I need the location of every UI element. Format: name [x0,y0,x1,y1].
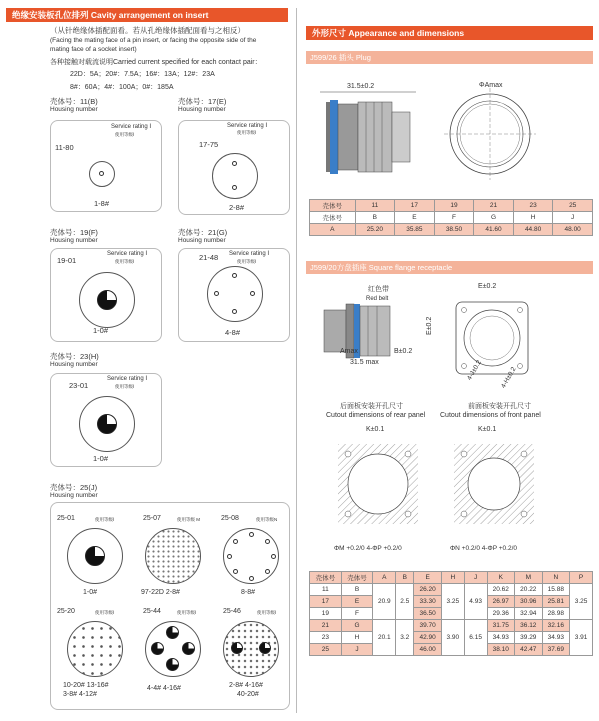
housing-label-23: 壳体号：23(H) Housing number [50,352,99,369]
insert-code: 23-01 [69,381,89,390]
cell: J [341,644,373,656]
cell: M [515,572,543,584]
current-line-1: 22D：5A；20#：7.5A；16#：13A；12#：23A [70,71,215,78]
cell: 17 [310,596,342,608]
cell: 壳体号 [310,212,356,224]
contact-dot [271,554,276,559]
housing-box-21 [178,248,290,342]
cell: F [341,608,373,620]
contact-dot [99,171,104,176]
cell: 11 [355,200,395,212]
cell: 21 [310,620,342,632]
rear-bottom-dim: ΦM +0.2/0 4-ΦP +0.2/0 [334,545,402,552]
contact-8-icon [259,642,271,654]
rear-cn: 后面板安装开孔尺寸 [340,403,403,410]
contact-count-2: 40-20# [237,691,259,698]
left-header: 绝缘安装板孔位排列 Cavity arrangement on insert [6,8,288,22]
contact-dot [249,532,254,537]
rating-cn: 使用等级Ⅰ [177,610,197,615]
cell: E [414,572,442,584]
cell: 26.97 [487,596,515,608]
insert-code: 25-44 [143,608,161,615]
rating-cn: 使用等级 M [177,517,200,522]
cell: 38.10 [487,644,515,656]
cell: 11 [310,584,342,596]
cell: 32.94 [515,608,543,620]
insert-circle [223,528,279,584]
cell: P [570,572,593,584]
contact-dot [265,569,270,574]
rating-cn: 使用等级Ⅰ [95,517,115,522]
cell: 44.80 [513,224,553,236]
rating-label: Service rating Ⅰ [227,123,268,129]
cell: 4.93 [464,584,487,620]
cell: 34.93 [542,632,570,644]
plug-length-dim: 31.5±0.2 [347,83,375,90]
column-divider [296,8,297,713]
cell: 3.2 [396,620,414,656]
contact-count: 8-8# [241,589,256,596]
note-en-2: mating face of a socket insert) [50,46,137,53]
cell: 3.91 [570,620,593,656]
cell: 25 [310,644,342,656]
cell: 17 [395,200,435,212]
cell: 34.93 [487,632,515,644]
contact-count: 1-0# [93,454,109,463]
insert-code: 25-08 [221,515,239,522]
cell: J [464,572,487,584]
contact-count: 2-8# [229,203,245,212]
insert-code: 25-07 [143,515,161,522]
cell: 46.00 [414,644,442,656]
insert-code: 21-48 [199,253,219,262]
cell: H [341,632,373,644]
contact-0-icon [97,414,117,434]
length-dim: 31.5 max [350,359,379,366]
cell: G [474,212,514,224]
contact-dot [214,291,219,296]
contact-count: 1-0# [83,589,98,596]
rating-cn: 使用等级Ⅰ [115,384,135,389]
rear-k-dim: K±0.1 [366,426,385,433]
rear-cutout-drawing [328,440,428,540]
rating-cn: 使用等级Ⅰ [257,610,277,615]
insert-code: 25-20 [57,608,75,615]
front-bottom-dim: ΦN +0.2/0 4-ΦP +0.2/0 [450,545,517,552]
insert-circle [145,621,201,677]
contact-dot [250,291,255,296]
housing-label-17: 壳体号：17(E) Housing number [178,97,227,114]
rating-cn: 使用等级Ⅰ [95,610,115,615]
cell: 42.90 [414,632,442,644]
cell: 41.60 [474,224,514,236]
cell: 42.47 [515,644,543,656]
receptacle-front-drawing [452,298,532,378]
cell: 33.30 [414,596,442,608]
cell: 48.00 [553,224,593,236]
front-en: Cutout dimensions of front panel [440,412,541,419]
insert-circle [89,161,115,187]
insert-circle [212,153,258,199]
housing-label-19: 壳体号：19(F) Housing number [50,228,98,245]
cell: 19 [434,200,474,212]
cell: 29.36 [487,608,515,620]
red-belt-en: Red belt [366,296,389,302]
contact-count: 10-20# 13-16# [63,682,109,689]
cell: 2.5 [396,584,414,620]
cell: 20.9 [373,584,396,620]
contact-dot [249,576,254,581]
cell: A [373,572,396,584]
cell: G [341,620,373,632]
housing-box-25 [50,502,290,710]
current-line-2: 8#：60A；4#：100A；0#：185A [70,84,174,91]
cell: 25 [553,200,593,212]
front-cn: 前面板安装开孔尺寸 [468,403,531,410]
cell: 19 [310,608,342,620]
contact-4-icon [182,642,195,655]
cell: B [355,212,395,224]
contact-0-icon [97,290,117,310]
plug-side-drawing [318,80,428,190]
contact-count: 2-8# 4-16# [229,682,263,689]
cell: 20.62 [487,584,515,596]
insert-code: 19-01 [57,256,77,265]
cell: 21 [474,200,514,212]
e-top-dim: E±0.2 [478,283,497,290]
contact-dot [232,161,237,166]
housing-label-25: 壳体号：25(J) Housing number [50,483,98,500]
plug-front-drawing [440,82,540,182]
housing-box-11 [50,120,162,212]
amax-dim: Amax [340,348,358,355]
note-cn: （从针绝缘体插配面看。若从孔绝缘体插配面看与之相反） [50,26,245,35]
contact-dot [233,569,238,574]
cell: 23 [513,200,553,212]
insert-circle [67,621,123,677]
cell: J [553,212,593,224]
cell: 31.75 [487,620,515,632]
rear-en: Cutout dimensions of rear panel [326,412,426,419]
contact-dot [232,273,237,278]
cell: 25.20 [355,224,395,236]
cell: 6.15 [464,620,487,656]
note-en-1: (Facing the mating face of a pin insert, or facing the opposite side of the [50,37,257,44]
contact-dot [232,185,237,190]
cell: B [396,572,414,584]
rating-label: Service rating Ⅰ [229,251,270,257]
j-dim: 4-J±0.2 [466,359,483,382]
cell: 39.70 [414,620,442,632]
rating-cn: 使用等级Ⅰ [115,132,135,137]
contact-count: 4-8# [225,328,241,337]
insert-circle [223,621,279,677]
contact-count: 1-8# [94,199,110,208]
rating-label: Service rating Ⅰ [107,376,148,382]
e-side-dim: E±0.2 [426,316,433,335]
rating-cn: 使用等级Ⅰ [237,130,257,135]
cell: 25.81 [542,596,570,608]
cell: H [441,572,464,584]
front-cutout-drawing [444,440,544,540]
plug-table [309,199,593,236]
cell: 20.22 [515,584,543,596]
cell: F [434,212,474,224]
rating-cn: 使用等级N [256,517,278,522]
b-dim: B±0.2 [394,348,413,355]
contact-count-2: 3-8# 4-12# [63,691,97,698]
insert-circle [207,266,263,322]
cell: 32.16 [542,620,570,632]
dimension-table [309,571,593,656]
cell: 30.96 [515,596,543,608]
cell: B [341,584,373,596]
contact-4-icon [151,642,164,655]
cell: 3.90 [441,620,464,656]
cell: E [341,596,373,608]
housing-label-11: 壳体号：11(B) Housing number [50,97,98,114]
red-belt-cn: 红色带 [368,286,389,293]
contact-4-icon [166,626,179,639]
cell: N [542,572,570,584]
housing-box-17 [178,120,290,215]
cell: E [395,212,435,224]
insert-code: 11-80 [55,143,74,152]
contact-dot [233,539,238,544]
insert-circle [79,396,135,452]
cell: 28.98 [542,608,570,620]
contact-count: 97-22D 2-8# [141,589,180,596]
cell: 39.29 [515,632,543,644]
housing-box-23 [50,373,162,467]
contact-4-icon [166,658,179,671]
contact-dot [227,554,232,559]
cell: 36.50 [414,608,442,620]
insert-circle-dense [145,528,201,584]
contact-dot [265,539,270,544]
cell: 壳体号 [341,572,373,584]
insert-circle [79,272,135,328]
insert-code: 25-01 [57,515,75,522]
cell: 壳体号 [310,200,356,212]
plug-dia-dim: ΦAmax [479,82,503,89]
housing-label-21: 壳体号：21(G) Housing number [178,228,228,245]
right-header: 外形尺寸 Appearance and dimensions [306,26,593,40]
cell: 35.85 [395,224,435,236]
cell: 36.12 [515,620,543,632]
front-k-dim: K±0.1 [478,426,497,433]
cell: 38.50 [434,224,474,236]
cell: 37.69 [542,644,570,656]
rating-label: Service rating Ⅰ [111,124,152,130]
cell: 26.20 [414,584,442,596]
cell: 15.88 [542,584,570,596]
insert-code: 17-75 [199,140,219,149]
cell: 3.25 [441,584,464,620]
contact-0-icon [85,546,105,566]
insert-circle [67,528,123,584]
plug-title: J599/26 插头 Plug [306,51,593,64]
cell: H [513,212,553,224]
receptacle-title: J599/20方盘插座 Square flange receptacle [306,261,593,274]
contact-dot [232,309,237,314]
cell: K [487,572,515,584]
rating-label: Service rating Ⅰ [107,251,148,257]
contact-8-icon [231,642,243,654]
contact-count: 1-0# [93,326,109,335]
contact-count: 4-4# 4-16# [147,685,181,692]
cell: 23 [310,632,342,644]
cell: A [310,224,356,236]
rating-cn: 使用等级Ⅰ [115,259,135,264]
h-dim: 4-H±0.2 [500,366,518,390]
insert-code: 25-46 [223,608,241,615]
cell: 3.25 [570,584,593,620]
cell: 壳体号 [310,572,342,584]
cell: 20.1 [373,620,396,656]
current-title: 各种接触对载流说明Carried current specified for each contact pair： [50,59,262,66]
housing-box-19 [50,248,162,342]
rating-cn: 使用等级Ⅰ [237,259,257,264]
